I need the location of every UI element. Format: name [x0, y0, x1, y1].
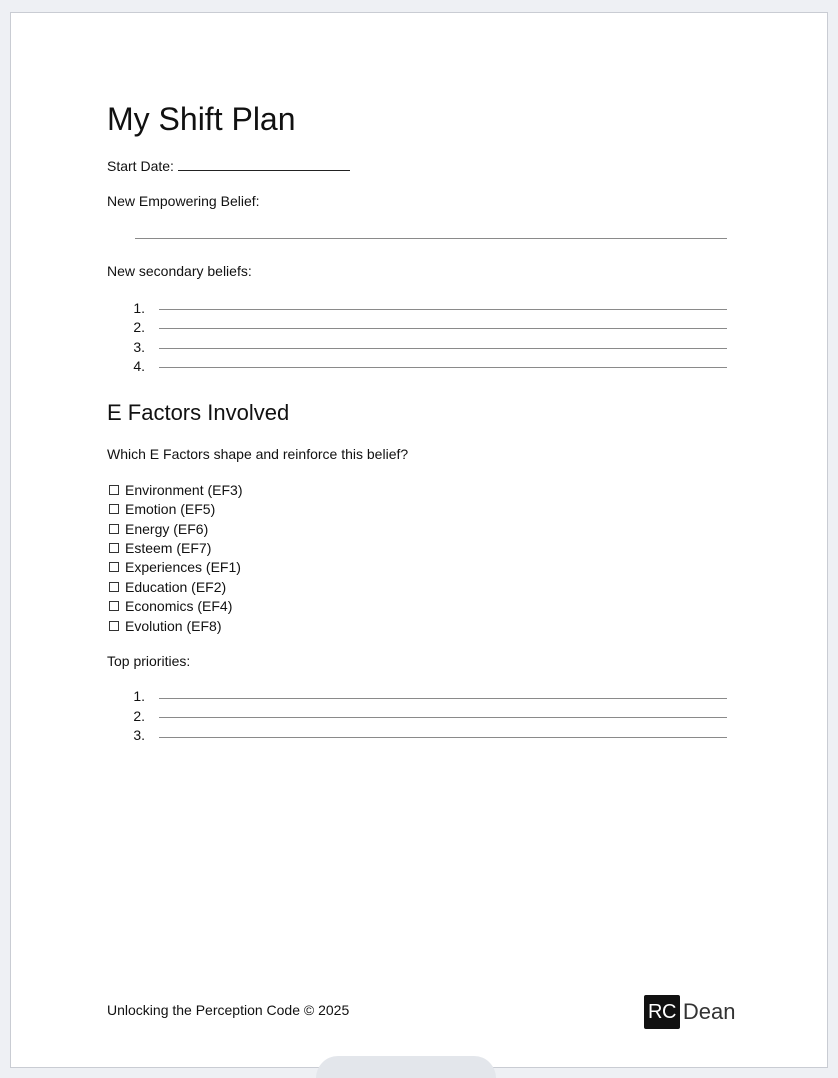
checklist-item[interactable]: [107, 578, 226, 596]
checkbox[interactable]: [109, 524, 119, 534]
page-title: My Shift Plan: [107, 101, 296, 137]
priority-line-2[interactable]: [159, 717, 727, 718]
secondary-belief-line-1[interactable]: [159, 309, 727, 310]
checkbox[interactable]: [109, 601, 119, 611]
empowering-belief-label: New Empowering Belief:: [107, 193, 260, 209]
checklist-item-label: Education (EF2): [125, 579, 227, 595]
logo-wordmark: Dean: [682, 999, 736, 1024]
secondary-belief-line-4[interactable]: [159, 367, 727, 368]
checkbox[interactable]: [109, 582, 119, 592]
rc-dean-logo: [644, 995, 735, 1029]
secondary-belief-line-3[interactable]: [159, 348, 727, 349]
checklist-item[interactable]: [107, 500, 215, 518]
start-date-blank[interactable]: [178, 156, 350, 171]
checklist-item-label: Esteem (EF7): [125, 540, 212, 556]
checklist-item[interactable]: [107, 597, 232, 615]
checklist-item-label: Emotion (EF5): [125, 501, 216, 517]
checkbox[interactable]: [109, 485, 119, 495]
checklist-item[interactable]: [107, 520, 208, 538]
checklist-item-label: Environment (EF3): [125, 482, 243, 498]
list-item-number: 2.: [133, 708, 145, 724]
secondary-belief-line-2[interactable]: [159, 328, 727, 329]
list-item-number: 1.: [133, 300, 145, 316]
start-date-label: Start Date:: [107, 158, 174, 174]
e-factors-question: Which E Factors shape and reinforce this belief?: [107, 446, 409, 462]
checklist-item-label: Evolution (EF8): [125, 618, 222, 634]
top-priorities-label: Top priorities:: [107, 653, 191, 669]
list-item-number: 4.: [133, 358, 145, 374]
checklist-item[interactable]: [107, 539, 211, 557]
secondary-beliefs-label: New secondary beliefs:: [107, 263, 252, 279]
checklist-item-label: Energy (EF6): [125, 521, 209, 537]
list-item-number: 3.: [133, 727, 145, 743]
checklist-item-label: Economics (EF4): [125, 598, 233, 614]
empowering-belief-line[interactable]: [135, 238, 727, 239]
e-factors-heading: E Factors Involved: [107, 400, 290, 425]
logo-rc-mark: RC: [644, 995, 680, 1029]
checkbox[interactable]: [109, 504, 119, 514]
footer-copyright: Unlocking the Perception Code © 2025: [107, 1002, 350, 1018]
list-item-number: 1.: [133, 688, 145, 704]
checklist-item[interactable]: [107, 481, 242, 499]
start-date-field: [107, 156, 350, 175]
checklist-item-label: Experiences (EF1): [125, 559, 241, 575]
priority-line-3[interactable]: [159, 737, 727, 738]
checklist-item[interactable]: [107, 617, 221, 635]
checkbox[interactable]: [109, 562, 119, 572]
list-item-number: 2.: [133, 319, 145, 335]
checklist-item[interactable]: [107, 558, 241, 576]
list-item-number: 3.: [133, 339, 145, 355]
priority-line-1[interactable]: [159, 698, 727, 699]
checkbox[interactable]: [109, 621, 119, 631]
document-page: [10, 12, 828, 1068]
page-nav-tab[interactable]: [316, 1056, 496, 1078]
checkbox[interactable]: [109, 543, 119, 553]
